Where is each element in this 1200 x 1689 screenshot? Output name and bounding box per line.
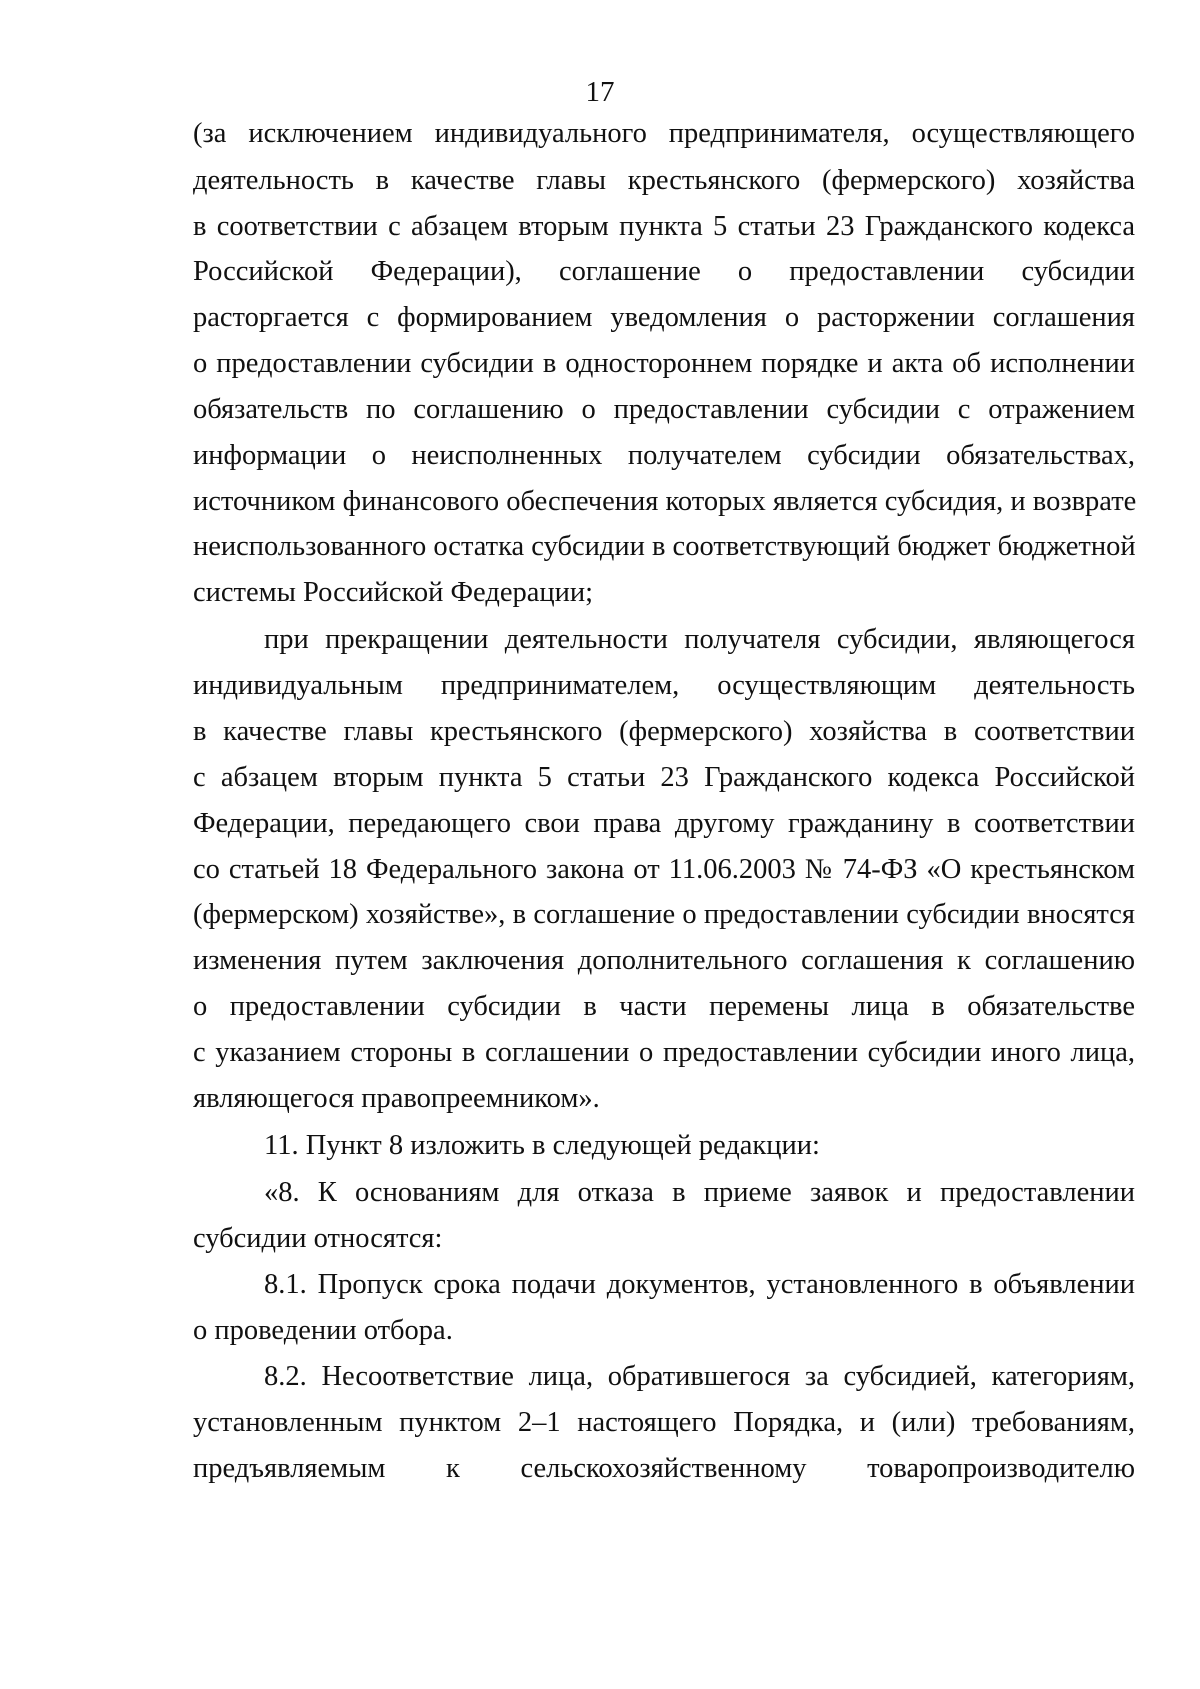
text-line: о предоставлении субсидии в части перемены лица в обязательстве	[193, 991, 1135, 1022]
text-line: с указанием стороны в соглашении о предоставлении субсидии иного лица,	[193, 1037, 1135, 1068]
text-line: предъявляемым к сельскохозяйственному товаропроизводителю	[193, 1453, 1135, 1484]
page-number: 17	[585, 76, 615, 108]
text-line: источником финансового обеспечения которых является субсидия, и возврате	[193, 486, 1137, 517]
text-line: информации о неисполненных получателем субсидии обязательствах,	[193, 440, 1135, 471]
text-line: установленным пунктом 2–1 настоящего Порядка, и (или) требованиям,	[193, 1407, 1135, 1438]
text-line: расторгается с формированием уведомления о расторжении соглашения	[193, 302, 1135, 333]
text-line: 8.2. Несоответствие лица, обратившегося за субсидией, категориям,	[264, 1361, 1135, 1392]
text-line: «8. К основаниям для отказа в приеме заявок и предоставлении	[264, 1177, 1135, 1208]
text-line: в качестве главы крестьянского (фермерского) хозяйства в соответствии	[193, 716, 1135, 747]
text-line: изменения путем заключения дополнительного соглашения к соглашению	[193, 945, 1135, 976]
text-line: являющегося правопреемником».	[193, 1083, 600, 1114]
text-line: при прекращении деятельности получателя субсидии, являющегося	[264, 624, 1135, 655]
text-line: индивидуальным предпринимателем, осуществляющим деятельность	[193, 670, 1135, 701]
text-line: обязательств по соглашению о предоставлении субсидии с отражением	[193, 394, 1135, 425]
text-line: системы Российской Федерации;	[193, 577, 594, 608]
text-line: со статьей 18 Федерального закона от 11.06.2003 № 74-ФЗ «О крестьянском	[193, 854, 1135, 885]
text-line: о проведении отбора.	[193, 1315, 453, 1346]
text-line: (за исключением индивидуального предпринимателя, осуществляющего	[193, 118, 1135, 149]
text-line: 8.1. Пропуск срока подачи документов, установленного в объявлении	[264, 1269, 1135, 1300]
text-line: Российской Федерации), соглашение о предоставлении субсидии	[193, 256, 1135, 287]
text-line: с абзацем вторым пункта 5 статьи 23 Гражданского кодекса Российской	[193, 762, 1135, 793]
text-line: субсидии относятся:	[193, 1223, 443, 1254]
text-line: о предоставлении субсидии в одностороннем порядке и акта об исполнении	[193, 348, 1135, 379]
text-line: в соответствии с абзацем вторым пункта 5 статьи 23 Гражданского кодекса	[193, 211, 1135, 242]
text-line: 11. Пункт 8 изложить в следующей редакции:	[264, 1130, 820, 1161]
text-line: неиспользованного остатка субсидии в соответствующий бюджет бюджетной	[193, 531, 1136, 562]
text-line: Федерации, передающего свои права другому гражданину в соответствии	[193, 808, 1135, 839]
text-line: (фермерском) хозяйстве», в соглашение о предоставлении субсидии вносятся	[193, 899, 1135, 930]
text-line: деятельность в качестве главы крестьянского (фермерского) хозяйства	[193, 165, 1135, 196]
